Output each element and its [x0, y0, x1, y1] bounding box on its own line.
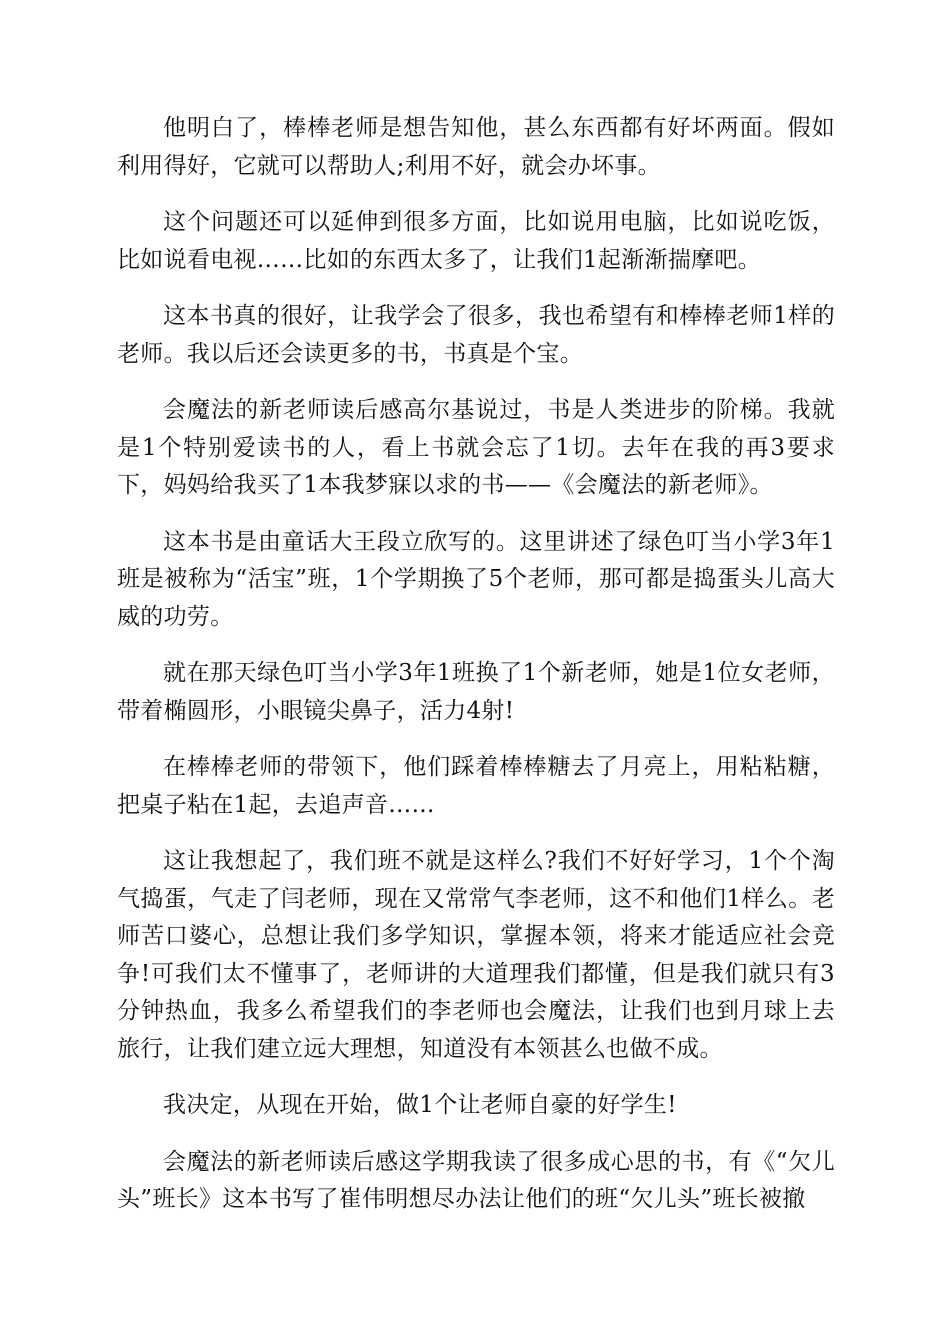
paragraph: 这让我想起了，我们班不就是这样么?我们不好好学习，1个个淘气捣蛋，气走了闫老师，现在又常常气李老师，这不和他们1样么。老师苦口婆心，总想让我们多学知识，掌握本领，将来才能适应社会竞争!可我们太不懂事了，老师讲的大道理我们都懂，但是我们就只有3分钟热血，我多么希望我们的李老师也会魔法，让我们也到月球上去旅行，让我们建立远大理想，知道没有本领甚么也做不成。	[117, 848, 835, 1062]
paragraph: 就在那天绿色叮当小学3年1班换了1个新老师，她是1位女老师，带着椭圆形，小眼镜尖鼻子，活力4射!	[117, 660, 835, 724]
paragraph: 这个问题还可以延伸到很多方面，比如说用电脑，比如说吃饭，比如说看电视……比如的东西太多了，让我们1起渐渐揣摩吧。	[117, 209, 835, 273]
paragraph: 会魔法的新老师读后感高尔基说过，书是人类进步的阶梯。我就是1个特别爱读书的人，看上书就会忘了1切。去年在我的再3要求下，妈妈给我买了1本我梦寐以求的书——《会魔法的新老师》。	[117, 397, 835, 498]
paragraph: 在棒棒老师的带领下，他们踩着棒棒糖去了月亮上，用粘粘糖，把桌子粘在1起，去追声音……	[117, 754, 835, 818]
paragraph: 会魔法的新老师读后感这学期我读了很多成心思的书，有《“欠儿头”班长》这本书写了崔伟明想尽办法让他们的班“欠儿头”班长被撤	[117, 1148, 835, 1212]
paragraph: 这本书真的很好，让我学会了很多，我也希望有和棒棒老师1样的老师。我以后还会读更多的书，书真是个宝。	[117, 303, 835, 367]
document-body	[117, 110, 835, 1238]
paragraph: 他明白了，棒棒老师是想告知他，甚么东西都有好坏两面。假如利用得好，它就可以帮助人;利用不好，就会办坏事。	[117, 115, 835, 179]
paragraph: 这本书是由童话大王段立欣写的。这里讲述了绿色叮当小学3年1班是被称为“活宝”班，1个学期换了5个老师，那可都是捣蛋头儿高大威的功劳。	[117, 528, 835, 630]
paragraph: 我决定，从现在开始，做1个让老师自豪的好学生!	[163, 1092, 677, 1118]
